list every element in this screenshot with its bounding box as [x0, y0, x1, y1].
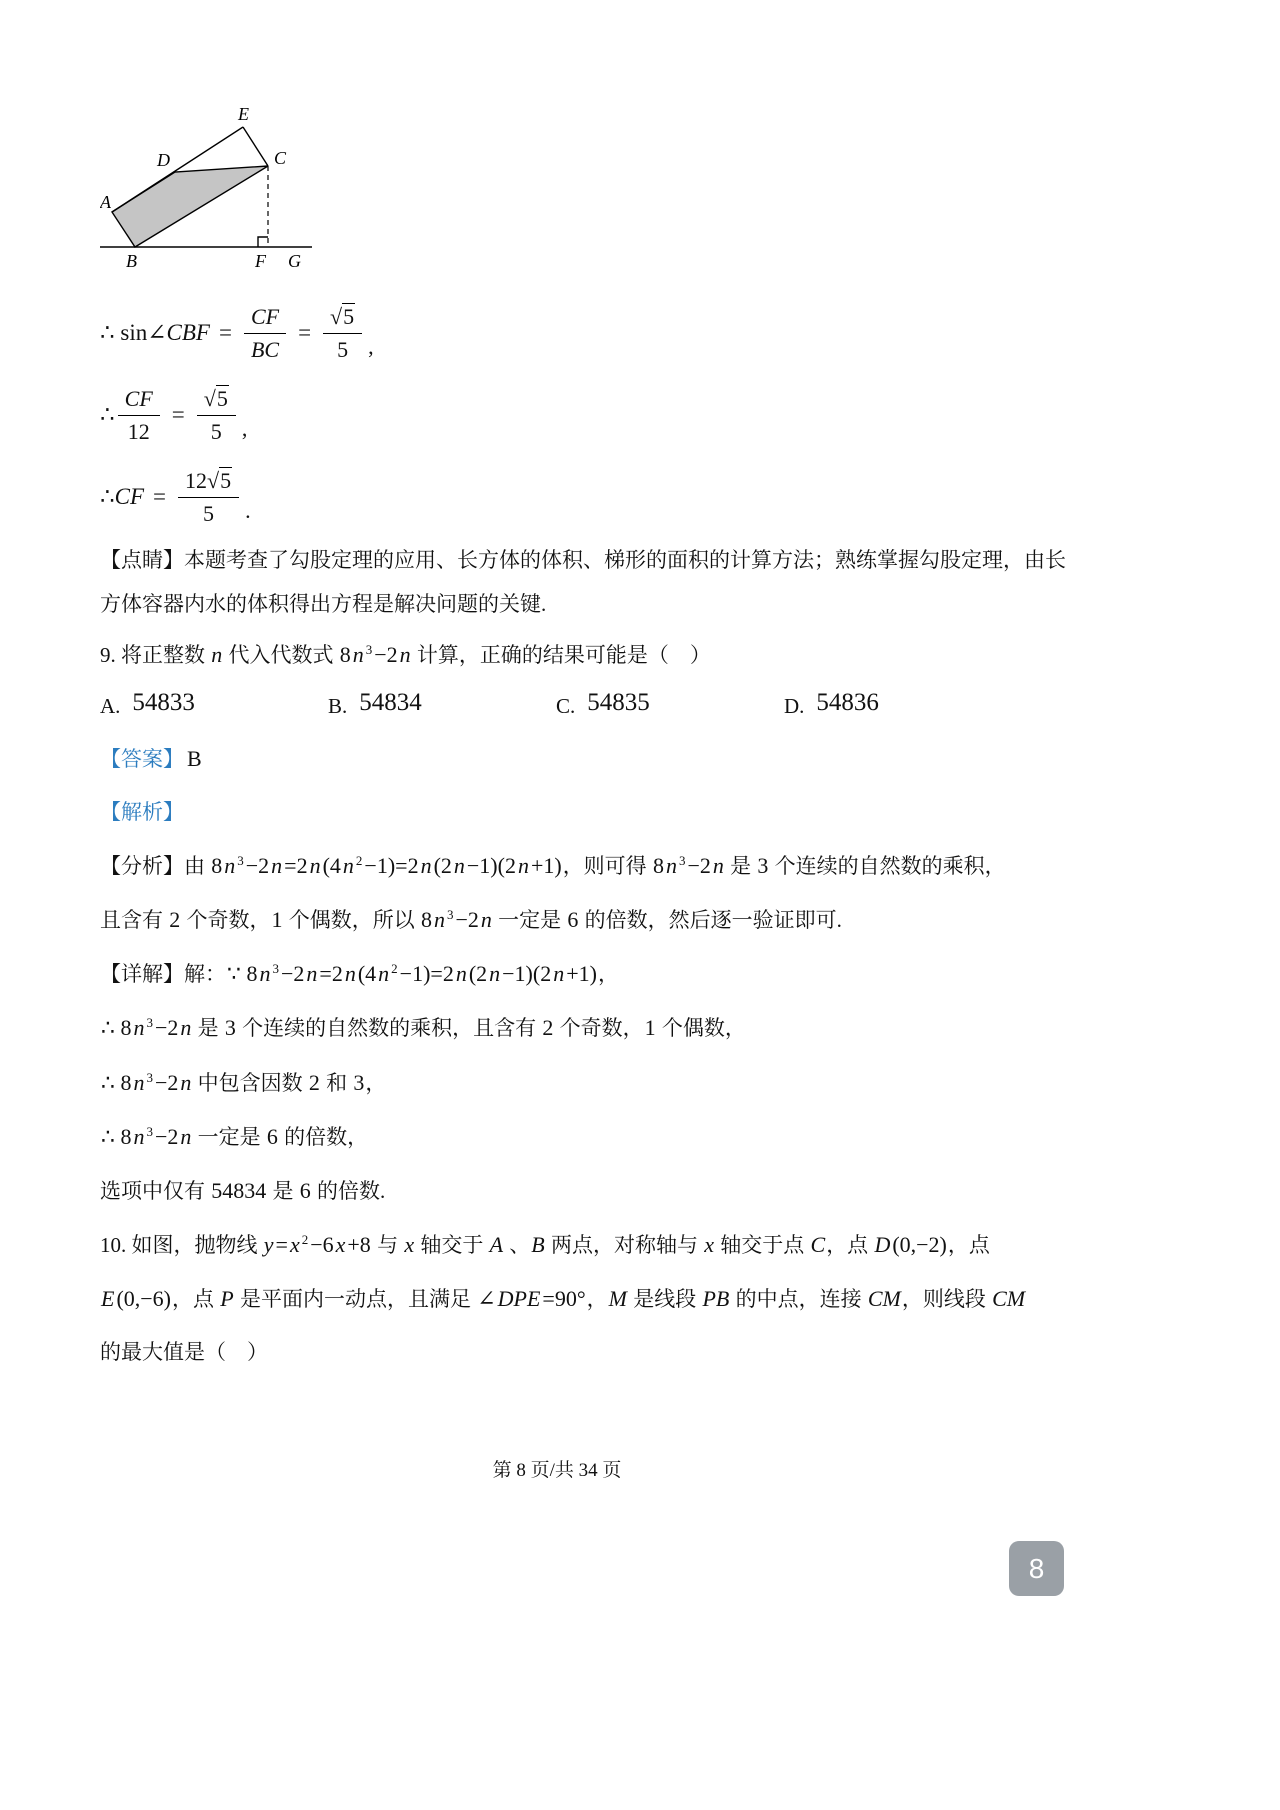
math-segment: DPE [497, 1285, 541, 1311]
math-segment: ∠ [477, 1285, 496, 1311]
xiangjie-line [100, 957, 1180, 991]
math-segment: +1) [530, 853, 562, 879]
text-segment: 选项中仅有 [100, 1178, 211, 1203]
fraction-cf-bc [244, 304, 286, 362]
text-segment: 计算，正确的结果可能是（ ） [411, 643, 711, 667]
math-segment: −2 [155, 1123, 179, 1149]
math-segment: −1)=2 [364, 853, 419, 879]
radicand: 5 [343, 304, 355, 330]
numerator [197, 386, 236, 415]
option-a [100, 689, 328, 720]
fraction-sqrt5-5 [197, 386, 236, 444]
radical-icon: √ [207, 468, 220, 494]
denominator: 5 [337, 336, 349, 362]
math-segment: 3 [224, 1015, 236, 1041]
math-segment: −2 [687, 853, 711, 879]
math-segment: C [810, 1231, 826, 1257]
math-segment: n [517, 853, 529, 879]
denominator: BC [250, 336, 280, 362]
math-segment: x [335, 1231, 346, 1257]
math-segment: n [259, 961, 271, 987]
math-segment: E [101, 1285, 115, 1311]
math-segment: −2 [374, 642, 398, 667]
point-label-a: A [100, 192, 111, 212]
math-segment: n [344, 961, 356, 987]
text-segment: 9. 将正整数 [100, 643, 211, 667]
text-segment: ， [597, 962, 619, 987]
answer-value: B [187, 746, 202, 772]
math-segment: (4 [357, 961, 377, 987]
math-segment: n [133, 1123, 145, 1149]
text-segment: 代入代数式 [223, 643, 339, 667]
numerator: CF [118, 386, 160, 415]
text-segment: 的倍数. [311, 1178, 386, 1203]
option-letter: C. [556, 694, 576, 719]
text-segment: ，则线段 [901, 1286, 992, 1311]
dianjing-line-1: 【点睛】本题考查了勾股定理的应用、长方体的体积、梯形的面积的计算方法；熟练掌握勾股定理，由长 [100, 548, 1066, 572]
math-segment: −6 [310, 1231, 334, 1257]
question-10-line-3 [100, 1336, 1180, 1369]
text-segment: 与 [371, 1232, 404, 1257]
math-segment: n [180, 1123, 192, 1149]
punctuation: , [241, 416, 248, 441]
math-segment: n [133, 1015, 145, 1041]
text-segment: 是 [267, 1178, 299, 1203]
text-segment: 个奇数， [554, 1016, 644, 1041]
conclusion-line [100, 1174, 1180, 1208]
text-segment: 轴交于 [415, 1232, 489, 1257]
inference-line-2 [100, 1066, 1180, 1100]
math-segment: n [480, 907, 492, 933]
equals-sign: = [298, 320, 312, 345]
math-segment: n [489, 961, 501, 987]
line-e-c [243, 127, 268, 166]
math-segment: 3 [678, 853, 686, 869]
option-value: 54834 [359, 689, 422, 717]
punctuation: . [245, 498, 251, 523]
math-segment: 6 [299, 1177, 311, 1203]
math-segment: (2 [433, 853, 452, 879]
equals-sign: = [171, 402, 185, 427]
math-segment: M [608, 1285, 627, 1311]
math-segment: n [399, 642, 411, 667]
math-segment: n [180, 1069, 192, 1095]
question-9-stem [100, 638, 1180, 672]
point-label-g: G [288, 251, 301, 271]
text-segment: 的中点，连接 [730, 1286, 867, 1311]
math-segment: x [404, 1231, 415, 1257]
math-segment: ∴ 8 [101, 1015, 132, 1041]
therefore-sign: ∴ [100, 484, 115, 509]
math-segment: 2 [542, 1015, 554, 1041]
text-segment: 是线段 [627, 1286, 702, 1311]
math-segment: −2 [155, 1069, 179, 1095]
shaded-trapezoid [112, 166, 268, 247]
math-segment: x [704, 1231, 714, 1257]
math-segment: ∵ 8 [227, 961, 258, 987]
answer-label: 【答案】 [100, 747, 184, 772]
point-label-e: E [238, 104, 249, 124]
math-segment: n [553, 961, 565, 987]
equals-sign: = [218, 320, 232, 345]
text-segment: 是 [192, 1016, 224, 1041]
math-segment: n [309, 853, 321, 879]
math-segment: 8 [339, 642, 351, 667]
math-segment: +1) [566, 961, 597, 987]
math-segment: x [289, 1231, 300, 1257]
text-segment: 【详解】解： [100, 962, 226, 987]
right-angle-mark [258, 237, 268, 247]
point-label-f: F [255, 251, 266, 271]
numerator [178, 468, 239, 497]
math-segment: 8 [421, 907, 432, 933]
formula-sin-cbf [100, 292, 1180, 374]
math-segment: n [420, 853, 432, 879]
math-segment: =2 [284, 853, 308, 879]
jiexi-label: 【解析】 [100, 800, 184, 825]
math-segment: n [434, 907, 445, 933]
point-label-d: D [157, 150, 170, 170]
math-segment: −2 [455, 907, 479, 933]
radical-icon: √ [330, 304, 343, 330]
math-segment: n [665, 853, 677, 879]
math-segment: D [874, 1231, 891, 1257]
option-value: 54835 [587, 689, 650, 717]
fenxi-line-1 [100, 849, 1180, 883]
option-value: 54836 [816, 689, 879, 717]
text-segment: ，则可得 [562, 854, 652, 879]
math-segment: 2 [391, 961, 398, 977]
therefore-sin: ∴ sin∠ [100, 320, 167, 345]
math-segment: 3 [237, 853, 244, 869]
radical-icon: √ [203, 386, 216, 412]
math-segment: 2 [169, 907, 181, 933]
text-segment: 10. 如图，抛物线 [100, 1232, 263, 1257]
inference-line-3 [100, 1120, 1180, 1154]
text-segment: 个偶数， [656, 1016, 746, 1041]
text-segment: 两点，对称轴与 [545, 1232, 704, 1257]
point-label-c: C [274, 148, 287, 168]
math-segment: 3 [447, 907, 454, 923]
option-letter: A. [100, 694, 121, 719]
math-segment: −1)(2 [466, 853, 516, 879]
option-value: 54833 [132, 689, 195, 717]
text-segment: 轴交于点 [715, 1232, 810, 1257]
jiexi-line [100, 796, 1180, 829]
math-segment: 54834 [211, 1177, 267, 1203]
math-segment: n [306, 961, 318, 987]
math-segment: −2 [245, 853, 270, 879]
math-segment: n [211, 642, 223, 667]
question-10-line-2 [100, 1282, 1180, 1316]
math-segment: 3 [146, 1123, 153, 1139]
question-9-options [100, 689, 1180, 720]
option-c [556, 689, 784, 720]
text-segment: 是平面内一动点，且满足 [234, 1286, 477, 1311]
answer-line [100, 742, 1180, 776]
math-segment: n [224, 853, 236, 879]
text-segment: 是 [724, 854, 757, 879]
page-number-badge: 8 [1009, 1541, 1064, 1596]
math-segment: ∴ 8 [101, 1123, 132, 1149]
angle-name: CBF [166, 320, 210, 345]
text-segment: 个奇数， [181, 908, 271, 933]
formula-cf-over-12 [100, 374, 1180, 456]
math-segment: = [275, 1231, 288, 1257]
math-segment: −2 [155, 1015, 179, 1041]
numerator: CF [244, 304, 286, 333]
dianjing-note [100, 538, 1180, 626]
text-segment: 个偶数，所以 [283, 908, 420, 933]
math-segment: 3 [146, 1015, 153, 1031]
math-segment: n [180, 1015, 192, 1041]
math-segment: (2 [468, 961, 488, 987]
fraction-cf-12 [118, 386, 160, 444]
option-letter: B. [328, 694, 348, 719]
text-segment: 的倍数，然后逐一验证即可. [579, 908, 842, 933]
text-segment: ，点 [826, 1232, 874, 1257]
math-segment: 8 [211, 853, 223, 879]
text-segment: 的倍数， [278, 1124, 369, 1149]
math-segment: n [352, 642, 364, 667]
math-segment: 8 [652, 853, 664, 879]
text-segment: ， [586, 1286, 608, 1311]
radicand: 5 [216, 386, 228, 412]
math-segment: CM [867, 1285, 901, 1311]
question-10-line-1 [100, 1228, 1180, 1262]
math-segment: P [220, 1285, 234, 1311]
math-segment: CM [992, 1285, 1026, 1311]
text-segment: 【分析】由 [100, 854, 211, 879]
math-segment: 3 [272, 961, 279, 977]
option-d [784, 689, 1012, 720]
text-segment: 个连续的自然数的乘积，且含有 [236, 1016, 542, 1041]
text-segment: ，点 [947, 1232, 990, 1257]
text-segment: 一定是 [192, 1124, 266, 1149]
math-segment: n [455, 961, 467, 987]
math-segment: −1)=2 [399, 961, 454, 987]
formula-cf-result [100, 456, 1180, 538]
math-segment: +8 [347, 1231, 371, 1257]
fraction-sqrt5-5 [323, 304, 362, 362]
math-segment: n [378, 961, 390, 987]
therefore-sign: ∴ [100, 402, 115, 427]
math-segment: 3 [353, 1069, 365, 1095]
option-b [328, 689, 556, 720]
math-segment: 3 [757, 853, 769, 879]
text-segment: ， [365, 1070, 387, 1095]
math-segment: (4 [322, 853, 341, 879]
math-segment: PB [702, 1285, 730, 1311]
math-segment: B [531, 1231, 545, 1257]
coefficient: 12 [185, 468, 208, 494]
math-segment: −1)(2 [502, 961, 552, 987]
math-segment: n [453, 853, 465, 879]
math-segment: ∴ 8 [101, 1069, 132, 1095]
denominator: 12 [127, 418, 150, 444]
math-segment: 2 [308, 1069, 320, 1095]
text-segment: ，点 [172, 1286, 220, 1311]
math-segment: (0,−6) [116, 1285, 172, 1311]
point-label-b: B [126, 251, 137, 271]
math-segment: 2 [301, 1231, 309, 1247]
numerator [323, 304, 362, 333]
text-segment: 且含有 [100, 908, 169, 933]
dianjing-line-2: 方体容器内水的体积得出方程是解决问题的关键. [100, 592, 547, 616]
math-segment: 2 [355, 853, 363, 869]
math-segment: =90° [542, 1285, 586, 1311]
math-segment: (0,−2) [892, 1231, 947, 1257]
math-segment: 1 [644, 1015, 656, 1041]
text-segment: 的最大值是（ ） [100, 1340, 268, 1365]
variable-cf: CF [114, 484, 145, 509]
option-letter: D. [784, 694, 805, 719]
text-segment: 一定是 [492, 908, 567, 933]
denominator: 5 [210, 418, 222, 444]
fraction-12sqrt5-5 [178, 468, 239, 526]
math-segment: 3 [146, 1069, 153, 1085]
fenxi-line-2 [100, 903, 1180, 937]
page-footer: 第 8 页/共 34 页 [492, 1460, 622, 1481]
math-segment: 1 [271, 907, 283, 933]
text-segment: 中包含因数 [192, 1070, 308, 1095]
math-segment: −2 [281, 961, 305, 987]
math-segment: n [712, 853, 724, 879]
text-segment: 个连续的自然数的乘积， [769, 854, 1006, 879]
math-segment: =2 [319, 961, 343, 987]
radicand: 5 [220, 468, 232, 494]
math-segment: 3 [365, 642, 373, 657]
math-segment: n [342, 853, 354, 879]
geometry-figure [100, 104, 335, 284]
math-segment: A [489, 1231, 504, 1257]
equals-sign: = [153, 484, 167, 509]
punctuation: , [368, 334, 374, 359]
inference-line-1 [100, 1011, 1180, 1045]
text-segment: 、 [504, 1232, 531, 1257]
text-segment: 和 [320, 1070, 353, 1095]
math-segment: n [133, 1069, 145, 1095]
math-segment: n [271, 853, 283, 879]
math-segment: y [263, 1231, 274, 1257]
math-segment: 6 [266, 1123, 278, 1149]
math-segment: 6 [567, 907, 579, 933]
denominator: 5 [203, 500, 215, 526]
